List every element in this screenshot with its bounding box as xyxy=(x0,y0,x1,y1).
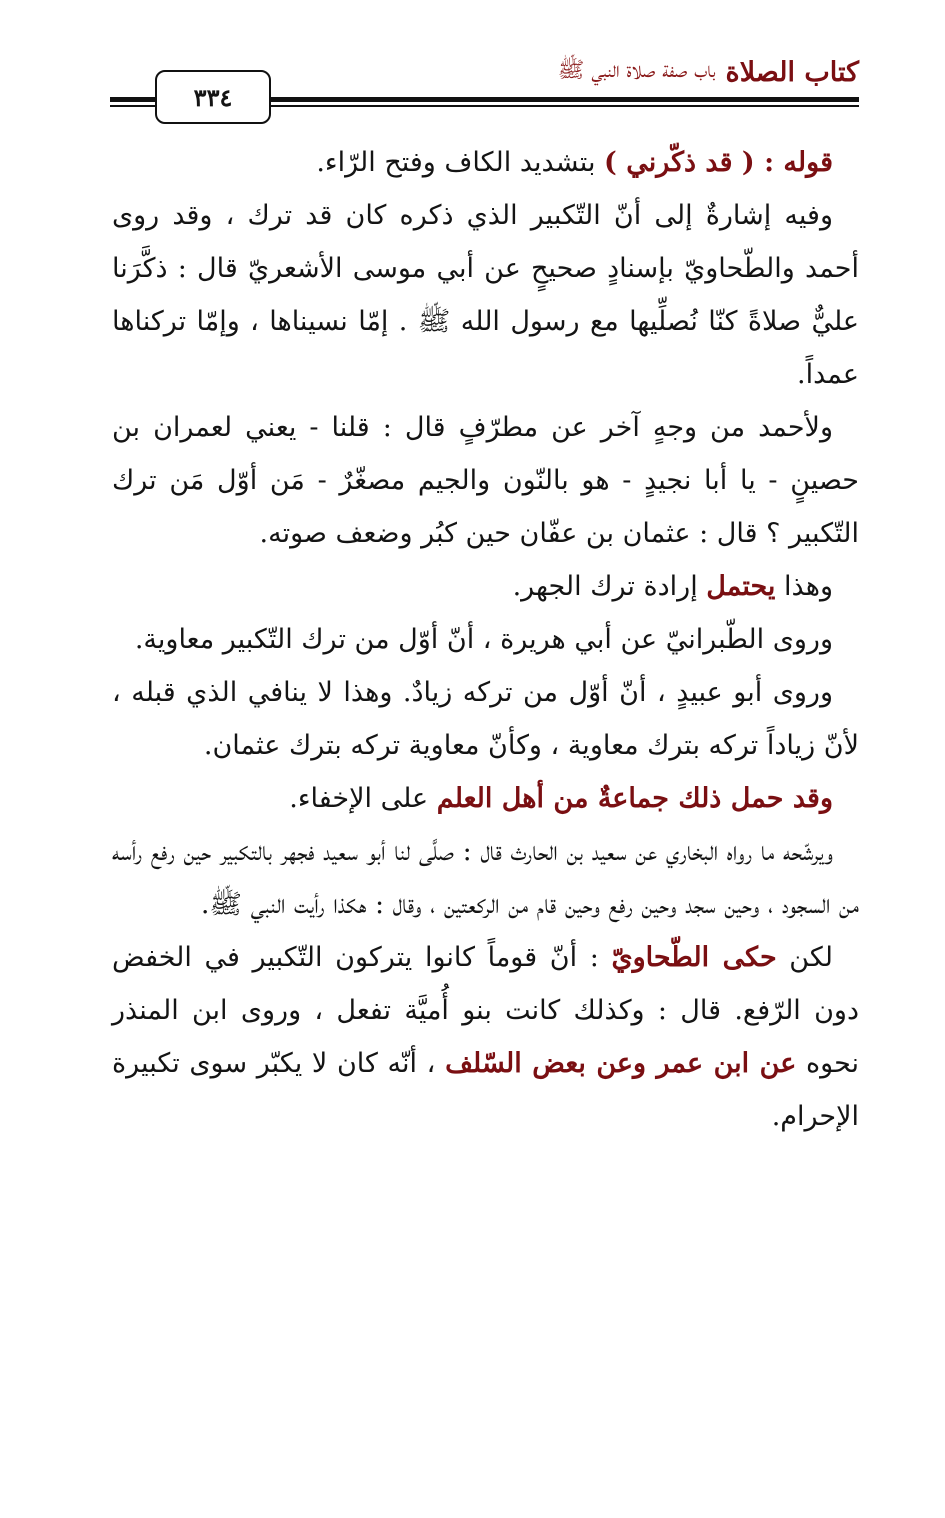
paragraph xyxy=(112,560,859,613)
text-run: ، أنّه كان لا يكبّر سوى تكبيرة الإحرام. xyxy=(112,1048,859,1132)
text-run: بتشديد الكاف وفتح الرّاء. xyxy=(316,147,605,178)
text-run: وفيه إشارةٌ إلى أنّ التّكبير الذي ذكره كان قد ترك ، وقد روى أحمد والطّحاويّ بإسنادٍ صحيحٍ عن أبي موسى الأشعريّ قال : ذكَّرَنا عليٌّ صلاةً كنّا نُصلِّيها مع رسول الله ﷺ . إمّا نسيناها ، وإمّا تركناها عمداً. xyxy=(112,200,859,390)
paragraph xyxy=(112,189,859,401)
page-number: ٣٣٤ xyxy=(155,70,271,124)
chapter-title: باب صفة صلاة النبي ﷺ xyxy=(557,58,716,83)
paragraph xyxy=(112,136,859,189)
highlighted-phrase: قوله : ( قد ذكّرني ) xyxy=(604,147,833,178)
paragraph xyxy=(112,825,859,931)
text-run: ولأحمد من وجهٍ آخر عن مطرّفٍ قال : قلنا - يعني لعمران بن حصينٍ - يا أبا نجيدٍ - هو بالنّون والجيم مصغّرٌ - مَن أوّل مَن ترك التّكبير ؟ قال : عثمان بن عفّان حين كبُر وضعف صوته. xyxy=(112,412,859,549)
text-run: : أنّ قوماً كانوا يتركون التّكبير في الخفض دون الرّفع. قال : وكذلك كانت بنو أُميَّة تفعل ، وروى ابن المنذر نحوه xyxy=(112,942,860,1079)
highlighted-phrase: حكى الطّحاويّ xyxy=(611,942,777,973)
body-text xyxy=(112,136,859,1143)
paragraph xyxy=(112,666,859,772)
paragraph xyxy=(112,401,859,560)
highlighted-phrase: وقد حمل ذلك جماعةٌ من أهل العلم xyxy=(436,783,833,814)
text-run: وروى الطّبرانيّ عن أبي هريرة ، أنّ أوّل من ترك التّكبير معاوية. xyxy=(134,624,833,655)
paragraph xyxy=(112,931,859,1143)
highlighted-phrase: عن ابن عمر وعن بعض السّلف xyxy=(445,1048,797,1079)
text-run: إرادة ترك الجهر. xyxy=(512,571,707,602)
text-run: وهذا xyxy=(775,571,833,602)
text-run: لكن xyxy=(776,942,833,973)
paragraph xyxy=(112,772,859,825)
text-run: ويرشّحه ما رواه البخاري عن سعيد بن الحارث قال : صلَّى لنا أبو سعيد فجهر بالتكبير حين رفع رأسه من السجود ، وحين سجد وحين رفع وحين قام من الركعتين ، وقال : هكذا رأيت النبي ﷺ. xyxy=(112,836,859,920)
paragraph xyxy=(112,613,859,666)
text-run: وروى أبو عبيدٍ ، أنّ أوّل من تركه زيادٌ. وهذا لا ينافي الذي قبله ، لأنّ زياداً تركه بترك معاوية ، وكأنّ معاوية تركه بترك عثمان. xyxy=(112,677,859,761)
book-title: كتاب الصلاة xyxy=(725,56,859,88)
text-run: على الإخفاء. xyxy=(289,783,437,814)
highlighted-phrase: يحتمل xyxy=(706,571,776,602)
